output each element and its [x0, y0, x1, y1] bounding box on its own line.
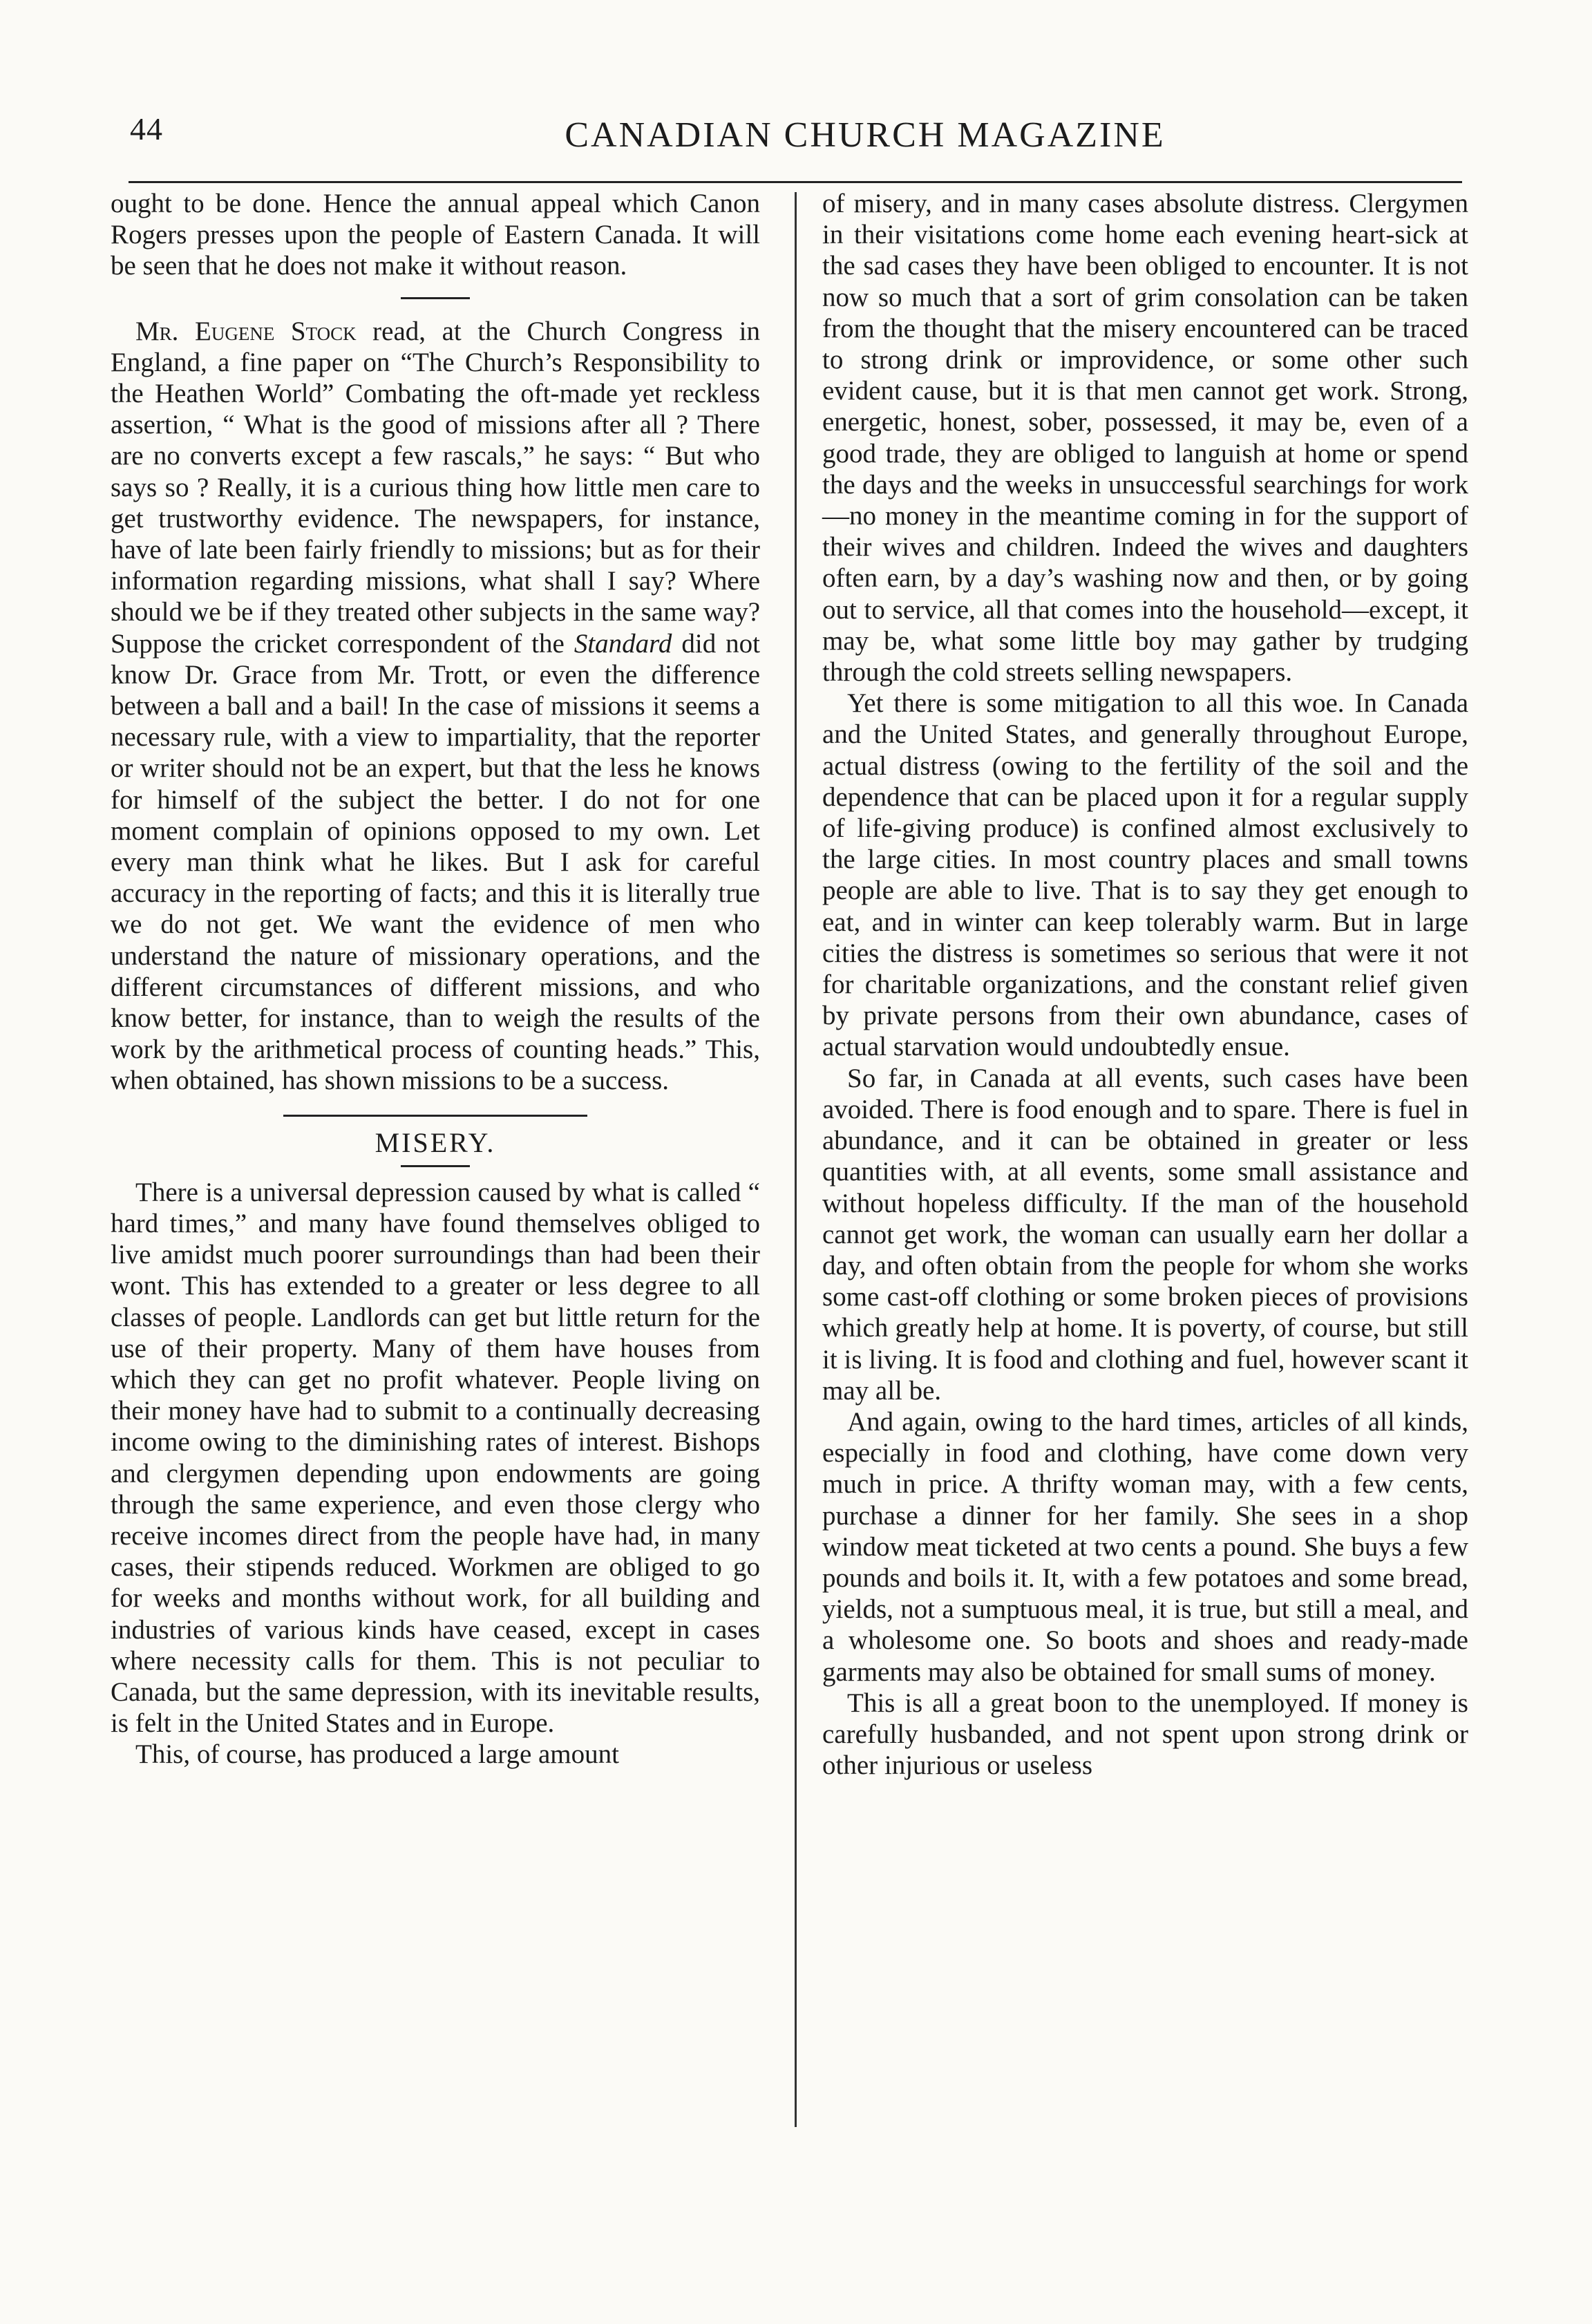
paragraph-mitigation: Yet there is some mitigation to all this woe. In Canada and the United States, and generally throughout Europe, actual distress (owing to the fertility of the soil and the dependence that can be placed upon it for a regular supply of life-giving produce) is confined almost exclusively to the large cities. In most country places and small towns people are able to live. That is to say they get enough to eat, and in winter can keep tolerably warm. But in large cities the distress is sometimes so serious that were it not for charitable organizations, and the constant relief given by private persons from their own abundance, cases of actual starvation would undoubtedly ensue.: [822, 688, 1468, 1062]
paragraph-prices: And again, owing to the hard times, articles of all kinds, especially in food and clothing, have come down very much in price. A thrifty woman may, with a few cents, purchase a dinner for her family. She sees in a shop window meat ticketed at two cents a pound. She buys a few pounds and boils it. It, with a few potatoes and some bread, yields, not a sumptuous meal, it is true, but still a meal, and a wholesome one. So boots and shoes and ready-made garments may also be obtained for small sums of money.: [822, 1406, 1468, 1687]
paragraph-canada-cases: So far, in Canada at all events, such cases have been avoided. There is food enough and to spare. There is fuel in abundance, and it can be obtained in greater or less quantities with, at all events, some small assistance and without hopeless difficulty. If the man of the household cannot get work, the woman can usually earn her dollar a day, and often obtain from the people for whom she works some cast-off clothing or some broken pieces of provisions which greatly help at home. It is poverty, of course, but still it is living. It is food and clothing and fuel, however scant it may all be.: [822, 1063, 1468, 1406]
paragraph-misery-start: This, of course, has produced a large amount: [135, 1739, 619, 1770]
section-rule: [283, 1115, 587, 1117]
paragraph-stock-text-b: did not know Dr. Grace from Mr. Trott, or even the difference between a ball and a bail! In the case of missions it seems a necessary rule, with a view to impartiality, that the reporter or writer should not be an expert, but that the less he knows for himself of the subject the better. I do not for one moment complain of opinions opposed to my own. Let every man think what he likes. But I ask for careful accuracy in the reporting of facts; and this it is literally true we do not get. We want the evidence of men who understand the nature of missionary operations, and the different circumstances of different missions, and who know better, for instance, than to weigh the results of the work by the arithmetical process of counting heads.” This, when obtained, has shown missions to be a success.: [111, 628, 761, 1096]
section-heading-misery: MISERY.: [375, 1126, 496, 1158]
right-column: [822, 188, 1468, 1781]
paragraph-separator: [401, 297, 470, 299]
column-divider: [795, 192, 797, 2127]
paragraph-depression: There is a universal depression caused by what is called “ hard times,” and many have found themselves obliged to live amidst much poorer surroundings than had been their wont. This has extended to a greater or less degree to all classes of people. Landlords can get but little return for the use of their property. Many of them have houses from which they can get no profit whatever. People living on their money have had to submit to a continually decreasing income owing to the diminishing rates of interest. Bishops and clergymen depending upon endowments are going through the same experience, and even those clergy who receive incomes direct from the people have had, in many cases, their stipends reduced. Workmen are obliged to go for weeks and months without work, for all building and industries of various kinds have ceased, except in cases where necessity calls for them. This is not peculiar to Canada, but the same depression, with its inevitable results, is felt in the United States and in Europe.: [111, 1177, 760, 1739]
page-number: 44: [130, 111, 163, 147]
paragraph-appeal-conclusion: ought to be done. Hence the annual appeal which Canon Rogers presses upon the people of Eastern Canada. It will be seen that he does not make it without reason.: [111, 189, 760, 281]
paragraph-misery-distress: of misery, and in many cases absolute distress. Clergymen in their visitations come home each evening heart-sick at the sad cases they have been obliged to encounter. It is not now so much that a sort of grim consolation can be taken from the thought that the misery encountered can be traced to strong drink or improvidence, or some other such evident cause, but it is that men cannot get work. Strong, energetic, honest, sober, possessed, it may be, even of a good trade, they are obliged to languish at home or spend the days and the weeks in unsuccessful searchings for work—no money in the meantime coming in for the support of their wives and children. Indeed the wives and daughters often earn, by a day’s washing now and then, or by going out to service, all that comes into the household—except, it may be, what some little boy may gather by trudging through the cold streets selling newspapers.: [822, 189, 1468, 688]
heading-underline: [401, 1165, 470, 1167]
header-rule: [129, 181, 1462, 183]
running-head-title: CANADIAN CHURCH MAGAZINE: [565, 115, 1166, 155]
paragraph-stock-congress: [111, 316, 760, 1097]
paragraph-stock-text-a: read, at the Church Congress in England, a fine paper on “The Church’s Responsibility to the Heathen World” Combating the oft-made yet reckless assertion, “ What is the good of missions after all ? There are no converts except a few rascals,” he says: “ But who says so ? Really, it is a curious thing how little men care to get trustworthy evidence. The newspapers, for instance, have of late been fairly friendly to missions; but as for their information regarding missions, what shall I say? Where should we be if they treated other subjects in the same way? Suppose the cricket correspondent of the: [111, 316, 760, 659]
speaker-name: Mr. Eugene Stock: [135, 316, 357, 346]
newspaper-title: Standard: [574, 628, 672, 659]
paragraph-boon: This is all a great boon to the unemployed. If money is carefully husbanded, and not spent upon strong drink or other injurious or useless: [822, 1688, 1468, 1781]
left-column: [111, 188, 760, 1770]
